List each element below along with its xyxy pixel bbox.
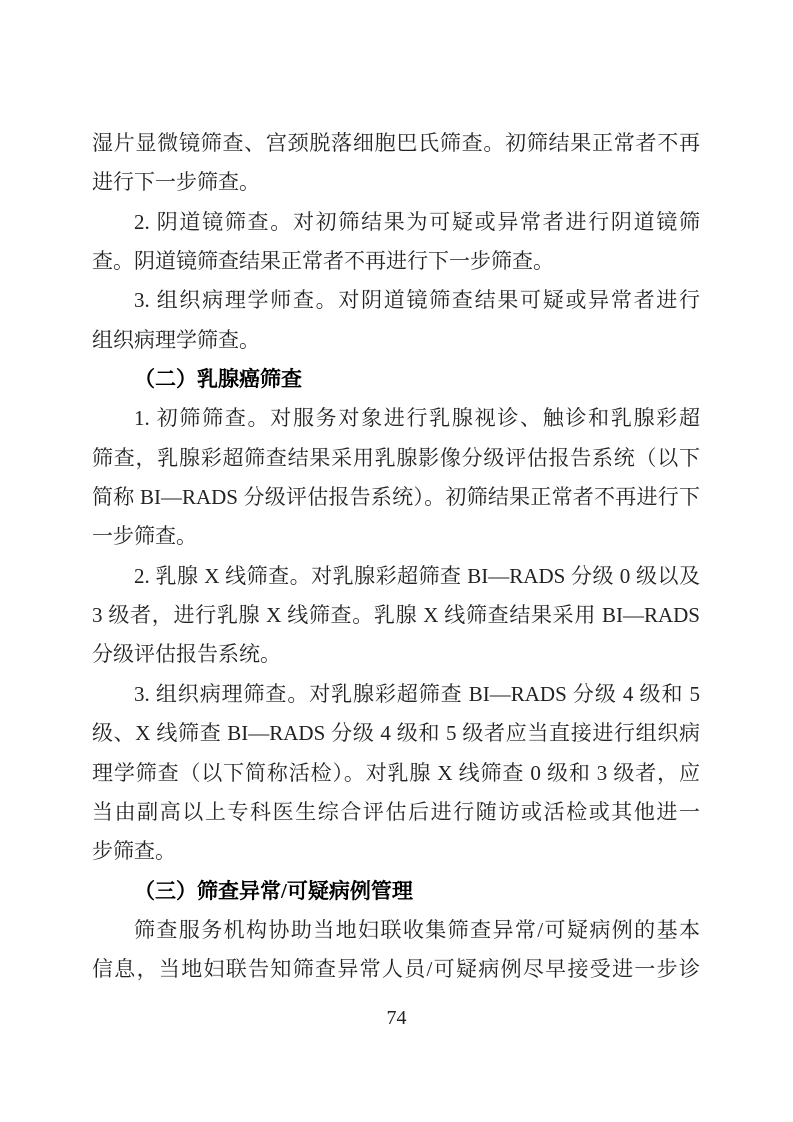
page-number: 74: [386, 1007, 407, 1029]
text-line: 组织病理学筛查。: [92, 327, 260, 352]
text-line: 3 级者，进行乳腺 X 线筛查。乳腺 X 线筛查结果采用 BI—RADS: [92, 603, 700, 628]
text-line: 筛查，乳腺彩超筛查结果采用乳腺影像分级评估报告系统（以下: [92, 445, 700, 470]
text-line: 理学筛查（以下简称活检）。对乳腺 X 线筛查 0 级和 3 级者，应: [92, 760, 700, 785]
text-line: 查。阴道镜筛查结果正常者不再进行下一步筛查。: [92, 249, 554, 274]
text-line: 2. 乳腺 X 线筛查。对乳腺彩超筛查 BI—RADS 分级 0 级以及: [134, 563, 700, 588]
text-line: 分级评估报告系统。: [92, 642, 281, 667]
text-line: 步筛查。: [92, 839, 176, 864]
text-line: 进行下一步筛查。: [92, 170, 260, 195]
text-line: 3. 组织病理学师查。对阴道镜筛查结果可疑或异常者进行: [134, 288, 700, 313]
text-line: 级、X 线筛查 BI—RADS 分级 4 级和 5 级者应当直接进行组织病: [92, 721, 700, 746]
text-line: 1. 初筛筛查。对服务对象进行乳腺视诊、触诊和乳腺彩超: [134, 406, 700, 431]
text-line: 筛查服务机构协助当地妇联收集筛查异常/可疑病例的基本: [134, 917, 700, 942]
text-line: 湿片显微镜筛查、宫颈脱落细胞巴氏筛查。初筛结果正常者不再: [92, 131, 700, 155]
text-line: 信息，当地妇联告知筛查异常人员/可疑病例尽早接受进一步诊: [92, 957, 700, 982]
text-line: 3. 组织病理筛查。对乳腺彩超筛查 BI—RADS 分级 4 级和 5: [134, 681, 700, 706]
text-line: 当由副高以上专科医生综合评估后进行随访或活检或其他进一: [92, 799, 700, 824]
document-text-block: [92, 124, 700, 990]
text-line: 简称 BI—RADS 分级评估报告系统）。初筛结果正常者不再进行下: [92, 485, 700, 510]
section-heading: （二）乳腺癌筛查: [134, 367, 302, 392]
section-heading: （三）筛查异常/可疑病例管理: [134, 878, 413, 903]
text-line: 一步筛查。: [92, 524, 197, 549]
text-line: 2. 阴道镜筛查。对初筛结果为可疑或异常者进行阴道镜筛: [134, 209, 700, 234]
